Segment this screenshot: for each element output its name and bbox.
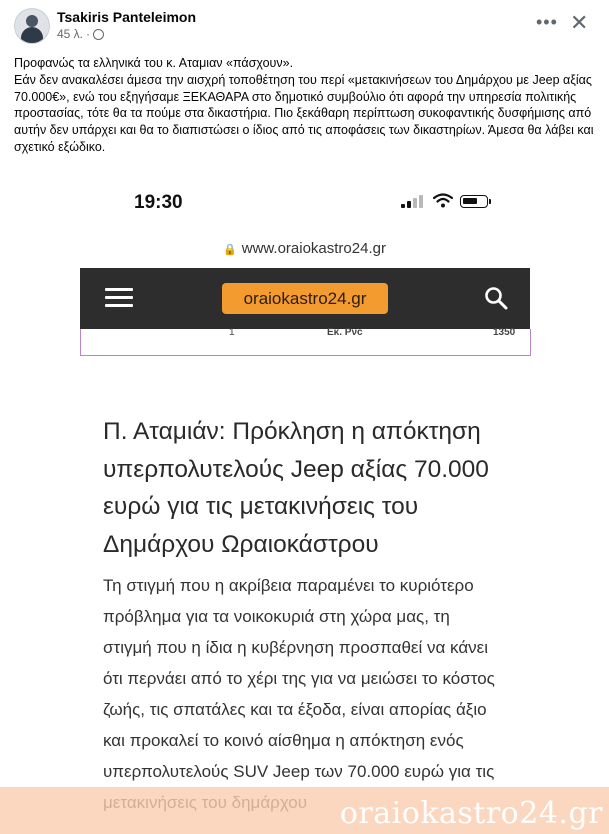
ad-strip[interactable] <box>80 329 531 356</box>
ad-tick: 1 <box>229 327 235 338</box>
hamburger-menu-icon[interactable] <box>105 288 133 308</box>
avatar-head-shape <box>26 15 38 27</box>
close-button[interactable]: ✕ <box>570 10 589 35</box>
cellular-signal-icon <box>401 195 423 208</box>
post-meta <box>57 27 104 41</box>
separator-dot: · <box>86 27 91 41</box>
search-icon[interactable] <box>484 286 508 310</box>
status-bar-time: 19:30 <box>134 192 183 213</box>
post-text-line-1: Προφανώς τα ελληνικά του κ. Αταμιαν «πάσχουν». <box>14 56 294 70</box>
avatar-body-shape <box>21 27 43 44</box>
wifi-icon <box>433 193 453 208</box>
post-text-paragraph: Εάν δεν ανακαλέσει άμεσα την αισχρή τοποθέτηση του περί «μετακινήσεων του Δημάρχου με Jeep αξίας 70.000€», ενώ του εξηγήσαμε ΞΕΚΑΘΑΡΑ στο δημοτικό συμβούλιο ότι αφορά την υπηρεσία πολιτικής προστασίας, τότε θα τα πούμε στα δικαστήρια. Πιο ξεκάθαρη περίπτωση συκοφαντικής δυσφήμισης από αυτήν δεν υπάρχει και θα το διαπιστώσει ο ίδιος από τις αποφάσεις των δικαστηρίων. Άμεσα θα λάβει και σχετικό εξώδικο. <box>14 72 594 154</box>
attached-screenshot[interactable] <box>0 170 609 834</box>
url-bar[interactable] <box>0 240 609 257</box>
url-text: www.oraiokastro24.gr <box>241 240 386 257</box>
site-logo[interactable]: oraiokastro24.gr <box>222 283 388 314</box>
ad-value: 1350 <box>493 327 516 338</box>
author-name[interactable]: Tsakiris Panteleimon <box>57 9 197 25</box>
post-header <box>0 0 609 50</box>
battery-icon <box>460 195 488 208</box>
watermark-text: oraiokastro24.gr <box>339 796 603 831</box>
more-options-button[interactable]: ••• <box>536 12 558 32</box>
article-title: Π. Αταμιάν: Πρόκληση η απόκτηση υπερπολυτελούς Jeep αξίας 70.000 ευρώ για τις μετακινήσεις του Δημάρχου Ωραιοκάστρου <box>103 418 489 558</box>
avatar[interactable] <box>14 8 50 44</box>
post-text <box>14 55 600 156</box>
globe-icon <box>93 29 104 40</box>
article-body: Τη στιγμή που η ακρίβεια παραμένει το κυριότερο πρόβλημα για τα νοικοκυριά στη χώρα μας, τη στιγμή που η ίδια η κυβέρνηση προσπαθεί να κάνει ότι περνάει από το χέρι της για να μειώσει το κόστος ζωής, τις σπατάλες και τα έξοδα, είναι απορίας άξιο και προκαλεί το κοινό αίσθημα η απόκτηση ενός υπερπολυτελούς SUV Jeep των 70.000 ευρώ για τις <box>103 576 495 781</box>
site-header <box>80 268 530 329</box>
post-time[interactable]: 45 λ. <box>57 27 84 41</box>
lock-icon: 🔒 <box>223 244 237 256</box>
ad-label: Εκ. Ρνc <box>327 327 363 338</box>
